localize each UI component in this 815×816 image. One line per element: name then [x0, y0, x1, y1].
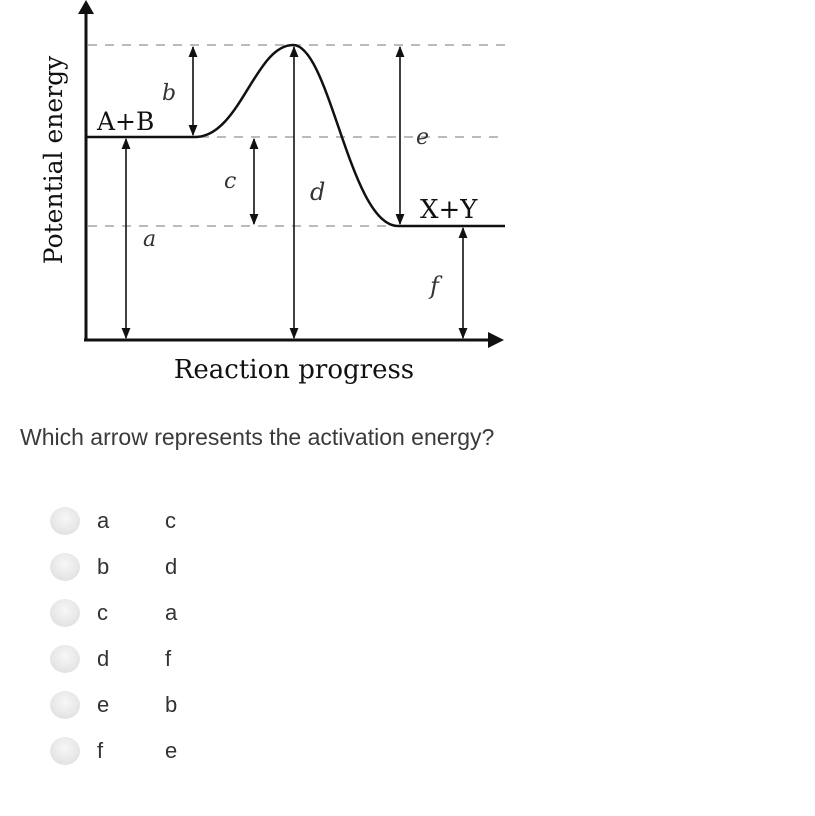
option-row[interactable] — [50, 688, 250, 722]
reactants-label: A+B — [97, 107, 155, 136]
option-letter: a — [97, 508, 110, 533]
option-letter: b — [97, 554, 110, 579]
x-axis-label: Reaction progress — [173, 355, 415, 385]
y-axis-arrowhead — [78, 0, 94, 14]
option-row[interactable] — [50, 642, 250, 676]
radio-button[interactable] — [50, 645, 80, 673]
option-letter: e — [97, 692, 110, 717]
option-letter: f — [97, 738, 104, 763]
radio-button[interactable] — [50, 553, 80, 581]
arrow-e-label: e — [416, 125, 430, 150]
option-match: b — [165, 692, 178, 717]
option-match: c — [165, 508, 176, 533]
arrow-d-label: d — [310, 178, 326, 206]
radio-button[interactable] — [50, 691, 80, 719]
arrow-b-label: b — [162, 81, 177, 106]
option-letter: c — [97, 600, 108, 625]
option-match: a — [165, 600, 178, 625]
radio-button[interactable] — [50, 599, 80, 627]
option-match: d — [165, 554, 178, 579]
energy-diagram — [0, 0, 520, 400]
x-axis-arrowhead — [488, 332, 504, 348]
option-match: e — [165, 738, 178, 763]
y-axis-label: Potential energy — [39, 55, 68, 265]
option-row[interactable] — [50, 596, 250, 630]
question-text: Which arrow represents the activation energy? — [20, 424, 495, 450]
option-row[interactable] — [50, 734, 250, 768]
arrow-c-label: c — [224, 169, 237, 194]
option-match: f — [165, 646, 172, 671]
arrow-f-label: f — [430, 272, 439, 300]
products-label: X+Y — [420, 195, 478, 225]
arrow-a-label: a — [143, 227, 157, 252]
radio-button[interactable] — [50, 737, 80, 765]
option-row[interactable] — [50, 550, 250, 584]
radio-button[interactable] — [50, 507, 80, 535]
option-row[interactable] — [50, 504, 250, 538]
option-letter: d — [97, 646, 110, 671]
